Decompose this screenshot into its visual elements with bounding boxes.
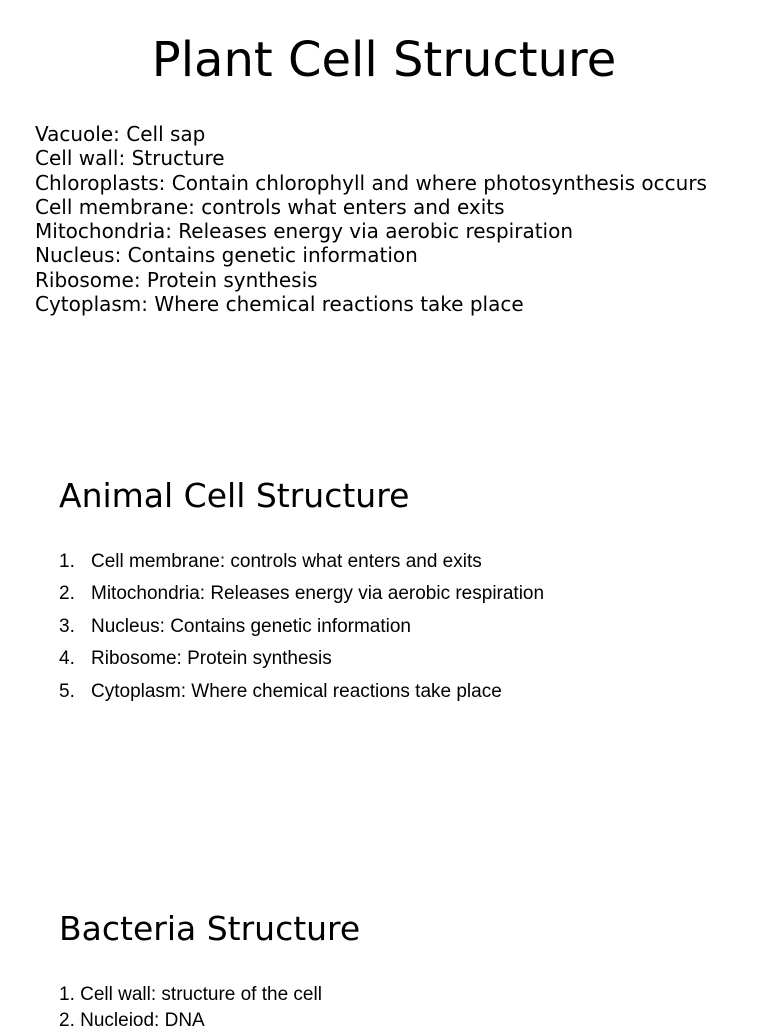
bacteria-item-nucleoid: 2. Nucleiod: DNA [59,1010,205,1031]
animal-item-ribosome [59,643,544,675]
plant-item-mitochondria: Mitochondria: Releases energy via aerobic respiration [35,219,574,244]
list-item-text: Nucleus: Contains genetic information [91,615,412,637]
bacteria-title: Bacteria Structure [59,909,361,948]
plant-item-cell-wall: Cell wall: Structure [35,146,225,171]
animal-cell-title: Animal Cell Structure [59,476,410,515]
bacteria-list [59,982,322,1034]
list-number: 1. [59,551,75,572]
list-item-text: Ribosome: Protein synthesis [91,648,332,670]
plant-item-ribosome: Ribosome: Protein synthesis [35,267,318,292]
animal-item-cell-membrane [59,546,544,578]
list-number: 4. [59,648,75,670]
animal-cell-list [59,546,544,708]
plant-item-cytoplasm: Cytoplasm: Where chemical reactions take place [35,292,524,317]
animal-item-cytoplasm [59,676,544,708]
plant-cell-title: Plant Cell Structure [151,32,617,88]
bacteria-item-cell-wall: 1. Cell wall: structure of the cell [59,984,322,1005]
plant-cell-list [35,122,735,316]
plant-item-cell-membrane: Cell membrane: controls what enters and exits [35,194,505,219]
list-item-text: Mitochondria: Releases energy via aerobic respiration [91,583,545,605]
list-item-text: Cytoplasm: Where chemical reactions take place [91,680,502,702]
animal-item-mitochondria [59,578,544,610]
plant-item-vacuole: Vacuole: Cell sap [35,122,206,146]
list-number: 5. [59,680,75,702]
plant-item-nucleus: Nucleus: Contains genetic information [35,243,418,268]
list-item-text: Cell membrane: controls what enters and exits [91,551,482,572]
list-number: 2. [59,583,75,605]
list-number: 3. [59,615,75,637]
animal-item-nucleus [59,611,544,643]
plant-item-chloroplasts: Chloroplasts: Contain chlorophyll and where photosynthesis occurs [35,170,707,195]
